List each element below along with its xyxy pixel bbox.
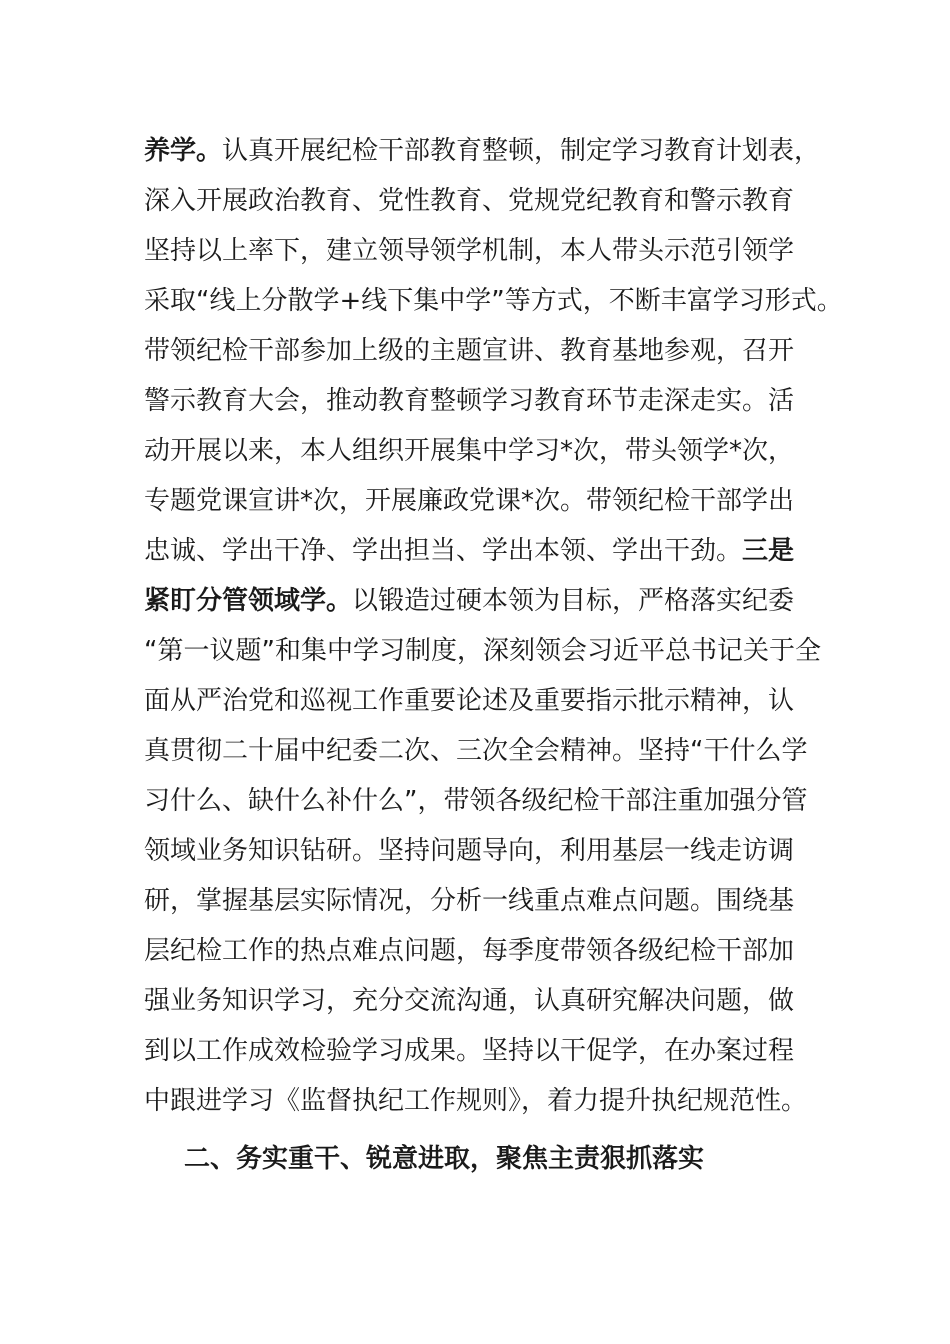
line-text: 动开展以来，本人组织开展集中学习*次，带头领学*次， [144,436,795,466]
body-paragraph [144,126,843,1126]
text-line [144,776,834,826]
line-text: 习什么、缺什么补什么”，带领各级纪检干部注重加强分管 [144,786,808,816]
text-line [144,526,834,576]
bold-lead: 养学。 [144,136,223,166]
line-text: 专题党课宣讲*次，开展廉政党课*次。带领纪检干部学出 [144,486,795,516]
bold-lead: 三是 [742,536,795,566]
line-text: 研，掌握基层实际情况，分析一线重点难点问题。围绕基 [144,886,795,916]
text-line [144,576,834,626]
text-line [144,476,834,526]
line-text: 认真开展纪检干部教育整顿，制定学习教育计划表， [222,136,821,166]
text-line [144,676,834,726]
text-line [144,126,834,176]
text-line [144,226,834,276]
line-text: 忠诚、学出干净、学出担当、学出本领、学出干劲。 [144,536,743,566]
text-line [144,376,834,426]
text-line [144,1026,834,1076]
text-line [144,726,834,776]
text-line [144,1076,834,1126]
line-text: 深入开展政治教育、党性教育、党规党纪教育和警示教育 [144,186,795,216]
line-text: 层纪检工作的热点难点问题，每季度带领各级纪检干部加 [144,936,795,966]
text-line [144,926,834,976]
line-text: 带领纪检干部参加上级的主题宣讲、教育基地参观，召开 [144,336,795,366]
line-text: 警示教育大会，推动教育整顿学习教育环节走深走实。活 [144,386,795,416]
line-text: 坚持以上率下，建立领导领学机制，本人带头示范引领学 [144,236,795,266]
line-text: 到以工作成效检验学习成果。坚持以干促学，在办案过程 [144,1036,795,1066]
line-text: 强业务知识学习，充分交流沟通，认真研究解决问题，做 [144,986,795,1016]
text-line [144,276,843,326]
text-line [144,826,834,876]
text-line [144,426,834,476]
line-text: 中跟进学习《监督执纪工作规则》，着力提升执纪规范性。 [144,1086,808,1116]
text-line [144,976,834,1026]
bold-lead: 紧盯分管领域学。 [144,586,353,616]
line-text: 真贯彻二十届中纪委二次、三次全会精神。坚持“干什么学 [144,736,808,766]
line-text: 采取“线上分散学+线下集中学”等方式，不断丰富学习形式。 [144,286,843,316]
line-text: 领域业务知识钻研。坚持问题导向，利用基层一线走访调 [144,836,795,866]
text-line [144,326,834,376]
line-text: 以锻造过硬本领为目标，严格落实纪委 [352,586,795,616]
text-line [144,876,834,926]
line-text: 面从严治党和巡视工作重要论述及重要指示批示精神，认 [144,686,795,716]
text-line [144,176,834,226]
text-line [144,626,834,676]
section-heading: 二、务实重干、锐意进取，聚焦主责狠抓落实 [184,1144,705,1174]
line-text: “第一议题”和集中学习制度，深刻领会习近平总书记关于全 [144,636,821,666]
